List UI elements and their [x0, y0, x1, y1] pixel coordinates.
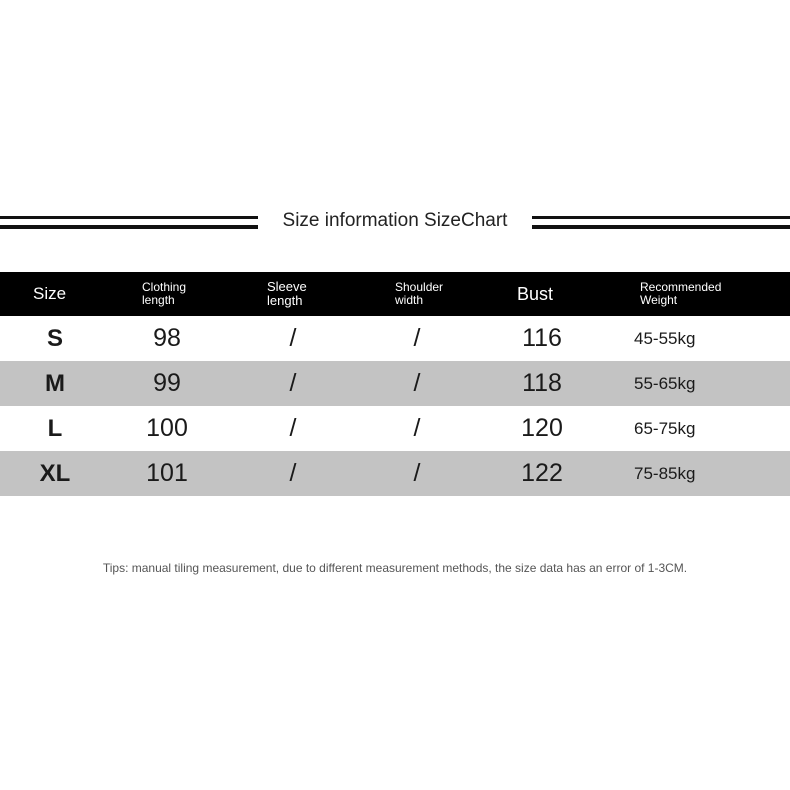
- cell-clothing-length: 100: [146, 414, 188, 442]
- cell-recommended-weight: 45-55kg: [634, 328, 696, 348]
- cell-sleeve-length: /: [289, 414, 297, 442]
- size-chart-title: Size information SizeChart: [282, 210, 508, 231]
- cell-recommended-weight: 55-65kg: [634, 373, 696, 393]
- cell-sleeve-length: /: [289, 459, 297, 487]
- cell-shoulder-width: /: [413, 459, 421, 487]
- cell-clothing-length: 98: [153, 324, 181, 352]
- cell-shoulder-width: /: [413, 414, 421, 442]
- cell-size: L: [47, 414, 63, 442]
- cell-size: M: [45, 369, 65, 397]
- cell-size: XL: [39, 459, 71, 487]
- cell-clothing-length: 101: [146, 459, 188, 487]
- cell-clothing-length: 99: [153, 369, 181, 397]
- title-rule-left: [0, 205, 258, 241]
- table-body: [0, 316, 790, 496]
- size-chart-title-row: [0, 205, 790, 241]
- cell-sleeve-length: /: [289, 324, 297, 352]
- cell-size: S: [46, 324, 63, 352]
- header-bust: Bust: [517, 283, 554, 304]
- header-recommended-weight: Recommended Weight: [640, 280, 722, 307]
- table-row: [0, 451, 790, 496]
- header-sleeve-length: Sleeve length: [267, 279, 307, 308]
- cell-recommended-weight: 65-75kg: [634, 418, 696, 438]
- cell-bust: 122: [521, 459, 563, 487]
- header-clothing-length: Clothing length: [142, 280, 187, 307]
- size-chart-table: [0, 272, 790, 496]
- cell-sleeve-length: /: [289, 369, 297, 397]
- title-rule-right: [532, 205, 790, 241]
- cell-bust: 120: [521, 414, 563, 442]
- cell-shoulder-width: /: [413, 324, 421, 352]
- measurement-tips: Tips: manual tiling measurement, due to different measurement methods, the size data has an error of 1-3CM.: [102, 561, 688, 575]
- table-row: [0, 361, 790, 406]
- header-size: Size: [33, 284, 67, 304]
- cell-bust: 116: [522, 324, 562, 352]
- cell-bust: 118: [522, 369, 562, 397]
- table-row: [0, 316, 790, 361]
- cell-shoulder-width: /: [413, 369, 421, 397]
- header-shoulder-width: Shoulder width: [395, 280, 444, 307]
- table-header: [0, 272, 790, 316]
- table-row: [0, 406, 790, 451]
- cell-recommended-weight: 75-85kg: [634, 463, 696, 483]
